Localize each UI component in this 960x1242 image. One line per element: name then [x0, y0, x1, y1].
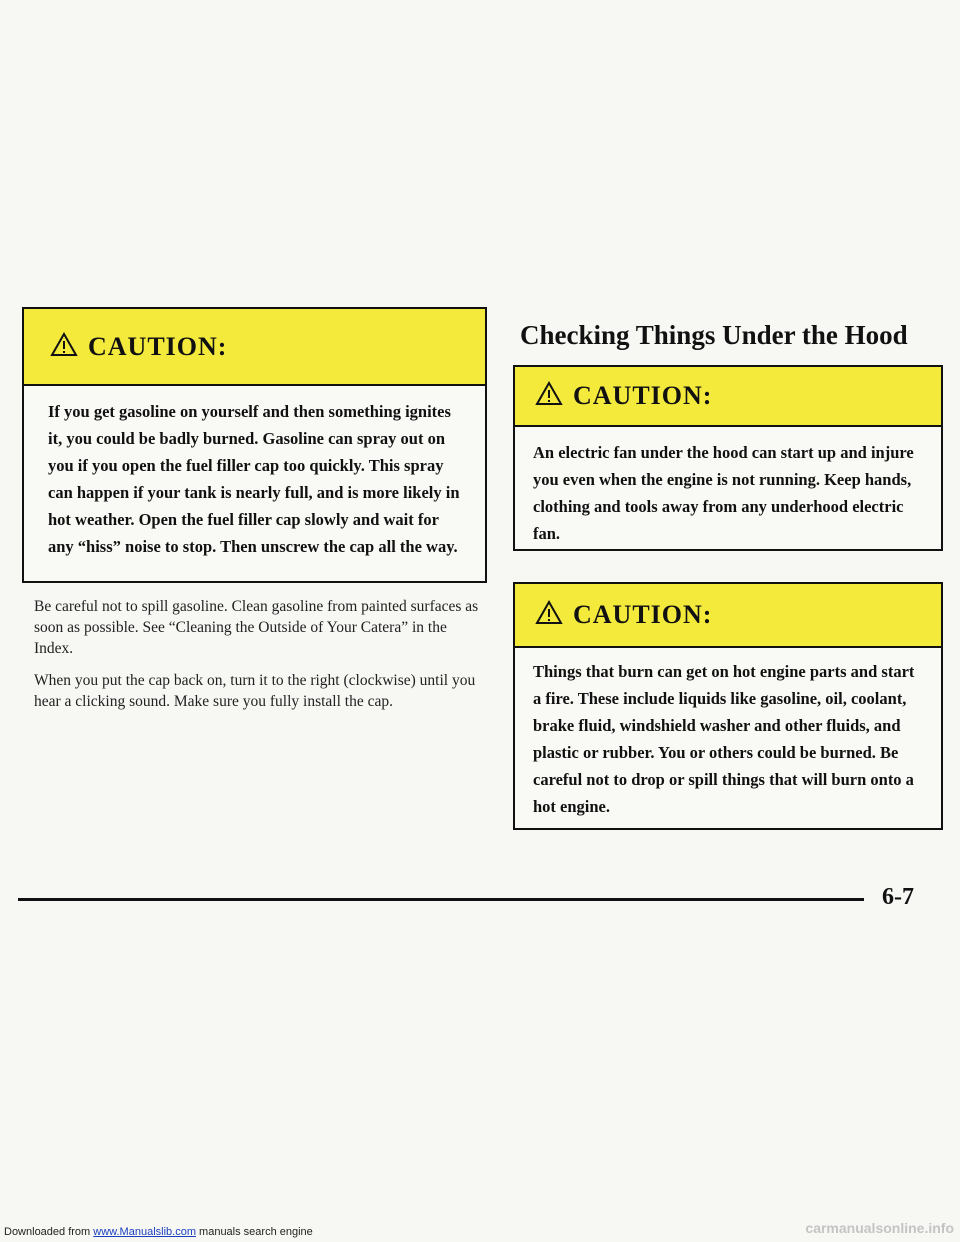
caution-title: CAUTION: [573, 381, 713, 410]
caution-box-electric-fan [513, 365, 943, 551]
warning-triangle-icon [535, 381, 563, 411]
caution-text: If you get gasoline on yourself and then something ignites it, you could be badly burned. Gasoline can spray out on you if you open the fuel filler cap too quickly. This spray can happen if your tank is nearly full, and is more likely in hot weather. Open the fuel filler cap slowly and wait for any “hiss” noise to stop. Then unscrew the cap all the way. [48, 402, 460, 556]
caution-text: An electric fan under the hood can start up and injure you even when the engine is not running. Keep hands, clothing and tools away from any underhood electric fan. [533, 443, 914, 543]
footer-rule [18, 898, 864, 901]
footer-suffix: manuals search engine [195, 1226, 313, 1238]
section-heading: Checking Things Under the Hood [520, 320, 908, 350]
caution-box-gasoline [22, 307, 487, 583]
caution-box-hot-engine [513, 582, 943, 830]
body-paragraph-cap: When you put the cap back on, turn it to the right (clockwise) until you hear a clicking sound. Make sure you fully install the cap. [34, 672, 476, 710]
caution-header [24, 309, 485, 386]
page-number: 6-7 [882, 884, 914, 910]
caution-title: CAUTION: [88, 331, 228, 361]
caution-text: Things that burn can get on hot engine parts and start a fire. These include liquids like gasoline, oil, coolant, brake fluid, windshield washer and other fluids, and plastic or rubber. You or others could be burned. Be careful not to drop or spill things that will burn onto a hot engine. [533, 662, 915, 816]
caution-header [515, 367, 941, 427]
footer-prefix: Downloaded from [4, 1226, 94, 1238]
warning-triangle-icon [50, 332, 78, 362]
body-paragraph-spill: Be careful not to spill gasoline. Clean gasoline from painted surfaces as soon as possible. See “Cleaning the Outside of Your Catera” in the Index. [34, 598, 479, 657]
download-footer [4, 1226, 313, 1238]
watermark: carmanualsonline.info [805, 1220, 954, 1236]
caution-header [515, 584, 941, 648]
manualslib-link[interactable]: www.Manualslib.com [93, 1226, 196, 1238]
warning-triangle-icon [535, 600, 563, 630]
caution-title: CAUTION: [573, 600, 713, 629]
